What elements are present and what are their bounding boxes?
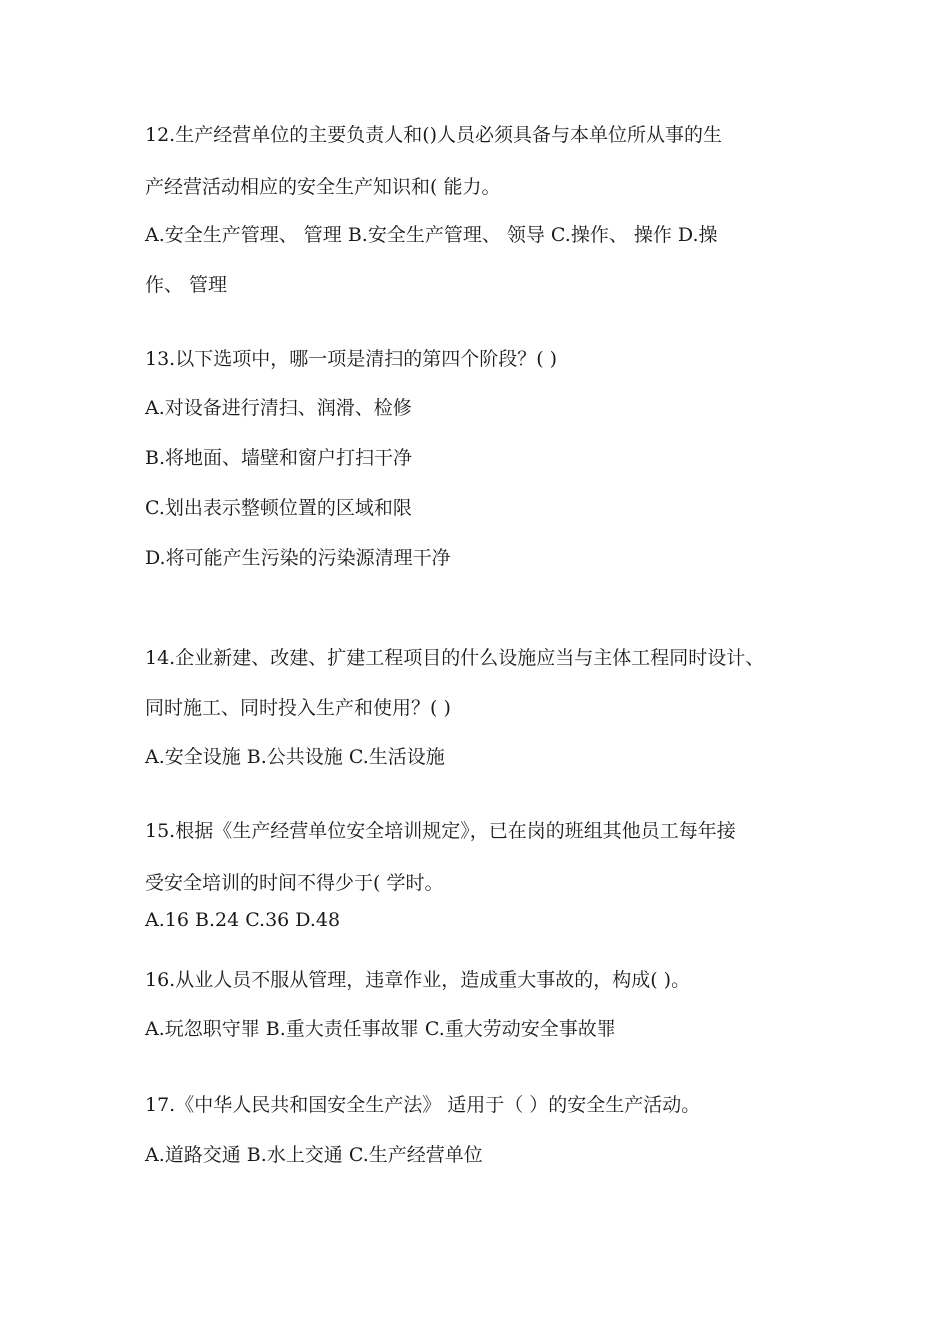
question-text-line: 同时施工、同时投入生产和使用？( ) bbox=[145, 697, 451, 719]
question-text-line: 产经营活动相应的安全生产知识和( 能力。 bbox=[145, 176, 501, 198]
option-line: A.道路交通 B.水上交通 C.生产经营单位 bbox=[145, 1144, 483, 1166]
question-text-line: 14.企业新建、改建、扩建工程项目的什么设施应当与主体工程同时设计、 bbox=[145, 647, 765, 669]
option-line: A.安全生产管理、 管理 B.安全生产管理、 领导 C.操作、 操作 D.操 bbox=[145, 224, 718, 246]
option-line: A.玩忽职守罪 B.重大责任事故罪 C.重大劳动安全事故罪 bbox=[145, 1018, 616, 1040]
option-line: A.安全设施 B.公共设施 C.生活设施 bbox=[145, 746, 445, 768]
option-line: A.16 B.24 C.36 D.48 bbox=[145, 909, 341, 931]
option-d: D.将可能产生污染的污染源清理干净 bbox=[145, 547, 451, 569]
question-text-line: 16.从业人员不服从管理，违章作业，造成重大事故的，构成( )。 bbox=[145, 969, 691, 991]
question-text-line: 15.根据《生产经营单位安全培训规定》，已在岗的班组其他员工每年接 bbox=[145, 820, 736, 842]
option-line: 作、 管理 bbox=[145, 274, 228, 296]
question-text-line: 17.《中华人民共和国安全生产法》 适用于（ ）的安全生产活动。 bbox=[145, 1094, 701, 1116]
option-a: A.对设备进行清扫、润滑、检修 bbox=[145, 397, 412, 419]
question-text-line: 受安全培训的时间不得少于( 学时。 bbox=[145, 872, 444, 894]
question-text-line: 13.以下选项中，哪一项是清扫的第四个阶段？( ) bbox=[145, 348, 558, 370]
option-c: C.划出表示整顿位置的区域和限 bbox=[145, 497, 412, 519]
option-b: B.将地面、墙壁和窗户打扫干净 bbox=[145, 447, 413, 469]
question-text-line: 12.生产经营单位的主要负责人和()人员必须具备与本单位所从事的生 bbox=[145, 124, 723, 146]
